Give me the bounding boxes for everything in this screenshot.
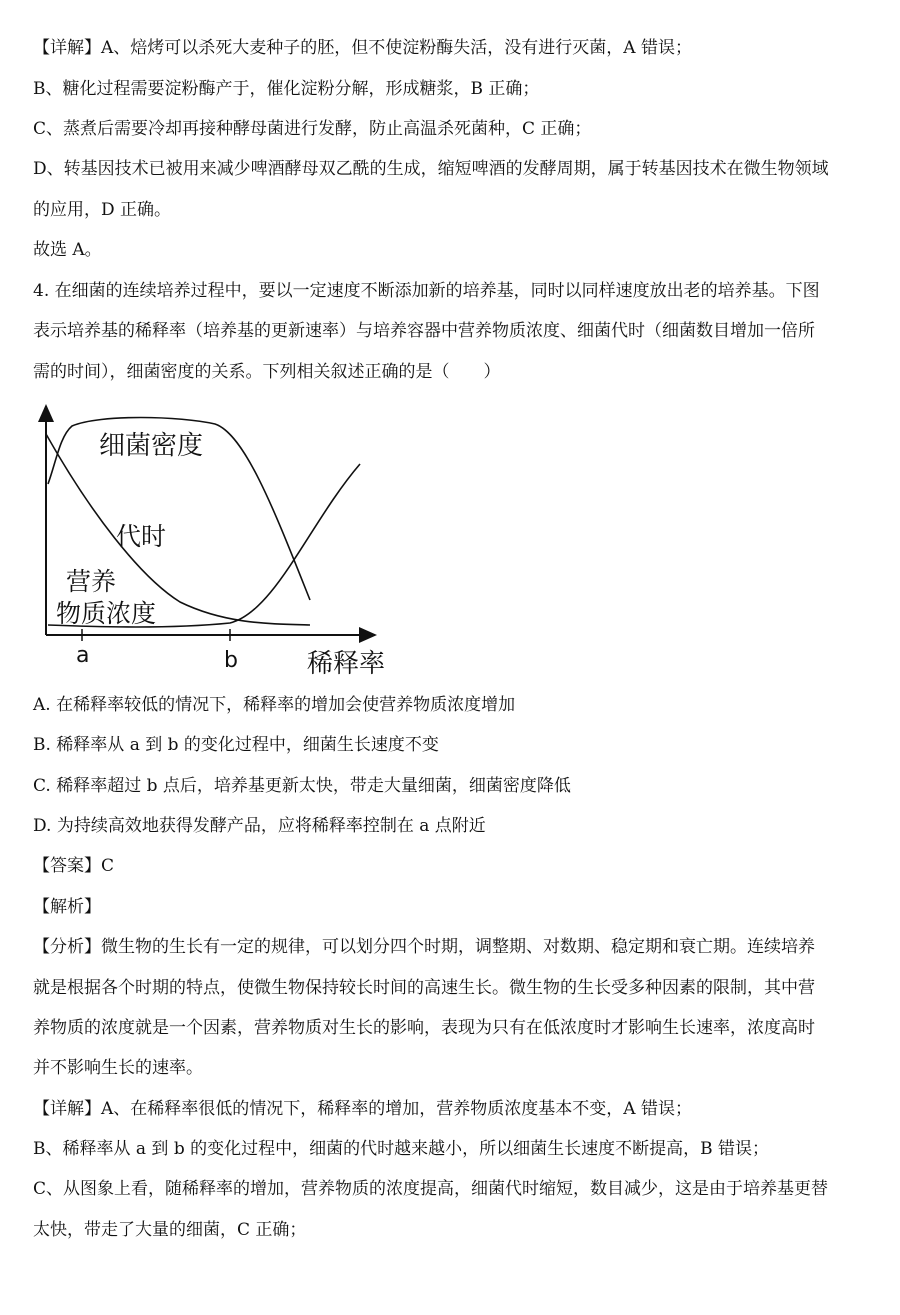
option-c: C. 稀释率超过 b 点后，培养基更新太快，带走大量细菌，细菌密度降低: [33, 776, 571, 796]
question-line-2: 表示培养基的稀释率（培养基的更新速率）与培养容器中营养物质浓度、细菌代时（细菌数目增加一倍所: [33, 321, 815, 341]
tick-label-b: b: [224, 648, 238, 673]
prev-detail-d1: D、转基因技术已被用来减少啤酒酵母双乙酰的生成，缩短啤酒的发酵周期，属于转基因技术在微生物领域: [33, 159, 829, 179]
analysis-line-1: 【分析】微生物的生长有一定的规律，可以划分四个时期，调整期、对数期、稳定期和衰亡期。连续培养: [33, 937, 815, 957]
detail-a: 【详解】A、在稀释率很低的情况下，稀释率的增加，营养物质浓度基本不变，A 错误；: [33, 1099, 692, 1119]
tick-label-a: a: [76, 643, 90, 668]
option-a: A. 在稀释率较低的情况下，稀释率的增加会使营养物质浓度增加: [33, 695, 516, 715]
question-line-1: 4. 在细菌的连续培养过程中，要以一定速度不断添加新的培养基，同时以同样速度放出老的培养基。下图: [33, 281, 820, 301]
analysis-line-4: 并不影响生长的速率。: [33, 1058, 203, 1078]
detail-c2: 太快，带走了大量的细菌，C 正确；: [33, 1220, 307, 1240]
label-nutrient-line1: 营养: [66, 567, 117, 596]
curve-generation-time: [46, 434, 310, 625]
prev-detail-d2: 的应用，D 正确。: [33, 200, 172, 220]
analysis-line-3: 养物质的浓度就是一个因素，营养物质对生长的影响，表现为只有在低浓度时才影响生长速率，浓度高时: [33, 1018, 815, 1038]
x-axis-label: 稀释率: [307, 649, 386, 679]
prev-choose: 故选 A。: [33, 240, 102, 260]
prev-detail-a: 【详解】A、焙烤可以杀死大麦种子的胚，但不使淀粉酶失活，没有进行灭菌，A 错误；: [33, 38, 692, 58]
analysis-title: 【解析】: [33, 897, 101, 917]
option-d: D. 为持续高效地获得发酵产品，应将稀释率控制在 a 点附近: [33, 816, 486, 836]
label-generation-time: 代时: [116, 522, 167, 551]
question-line-3: 需的时间），细菌密度的关系。下列相关叙述正确的是（ ）: [33, 362, 501, 382]
detail-c1: C、从图象上看，随稀释率的增加，营养物质的浓度提高，细菌代时缩短，数目减少，这是由于培养基更替: [33, 1179, 829, 1199]
label-nutrient-line2: 物质浓度: [56, 599, 157, 628]
label-bacteria-density: 细菌密度: [99, 431, 204, 461]
prev-detail-b: B、糖化过程需要淀粉酶产于，催化淀粉分解，形成糖浆，B 正确；: [33, 79, 540, 99]
detail-b: B、稀释率从 a 到 b 的变化过程中，细菌的代时越来越小，所以细菌生长速度不断提高，B 错误；: [33, 1139, 770, 1159]
dilution-chart: [30, 392, 410, 687]
prev-detail-c: C、蒸煮后需要冷却再接种酵母菌进行发酵，防止高温杀死菌种，C 正确；: [33, 119, 592, 139]
option-b: B. 稀释率从 a 到 b 的变化过程中，细菌生长速度不变: [33, 735, 439, 755]
answer: 【答案】C: [33, 856, 115, 876]
analysis-line-2: 就是根据各个时期的特点，使微生物保持较长时间的高速生长。微生物的生长受多种因素的限制，其中营: [33, 978, 815, 998]
